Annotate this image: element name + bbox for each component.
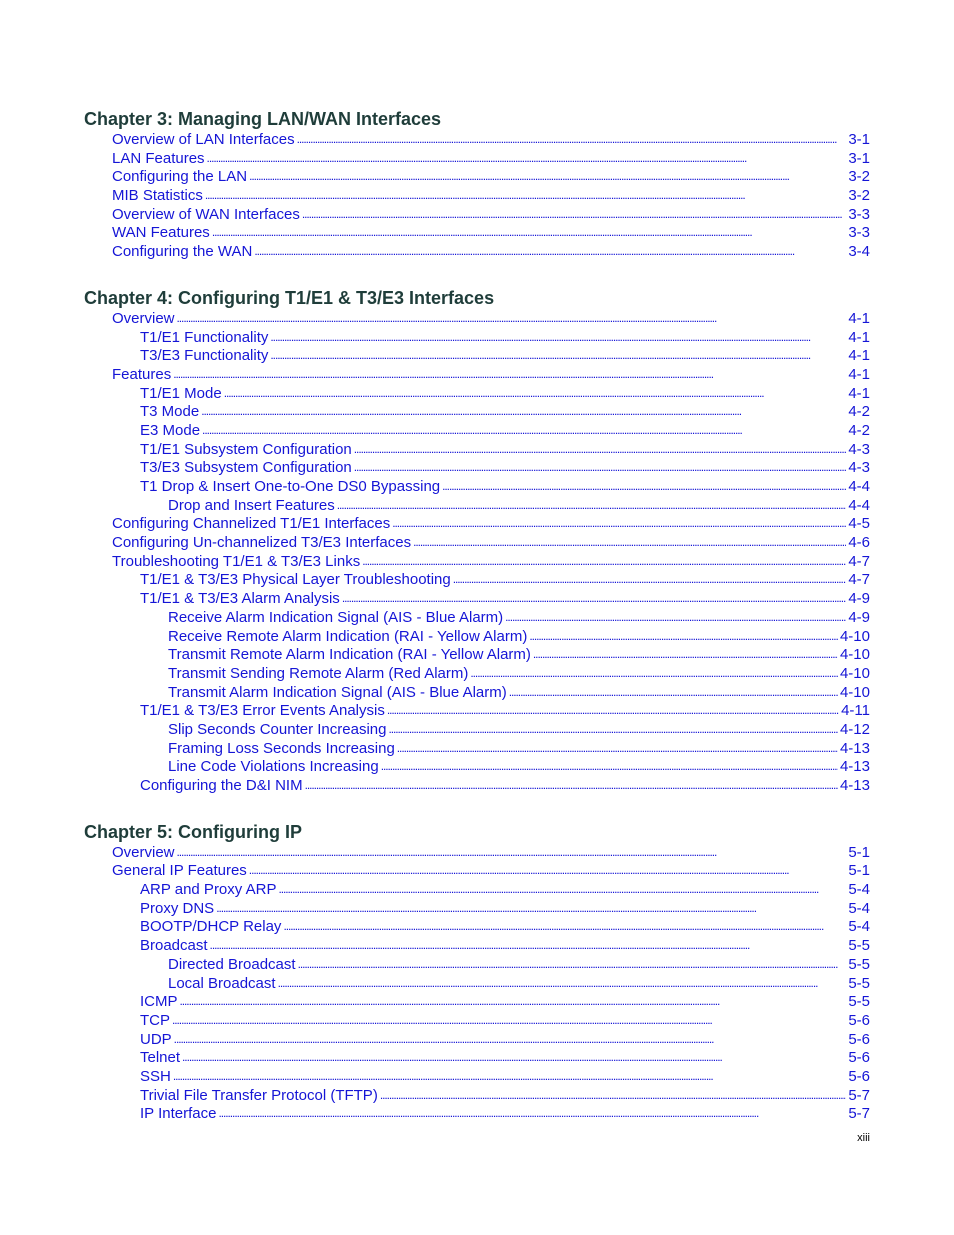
toc-entry-page[interactable]: 3-3 (848, 224, 870, 242)
chapter-title: Chapter 5: Configuring IP (84, 821, 302, 842)
dot-leader (380, 1086, 847, 1105)
toc-entry-page[interactable]: 3-2 (848, 187, 870, 205)
toc-entry[interactable] (140, 478, 870, 497)
dot-leader (249, 167, 846, 186)
toc-entry[interactable] (140, 900, 870, 919)
toc-entry[interactable] (140, 590, 870, 609)
dot-leader (180, 992, 847, 1011)
toc-entry[interactable] (140, 881, 870, 900)
toc-entry[interactable] (168, 721, 870, 740)
toc-entry-label[interactable]: ARP and Proxy ARP (140, 881, 277, 899)
dot-leader (172, 1011, 846, 1030)
toc-entry-label[interactable]: Slip Seconds Counter Increasing (168, 720, 387, 738)
dot-leader (174, 1030, 847, 1049)
toc-entry[interactable] (140, 702, 870, 721)
toc-entry-label[interactable]: LAN Features (112, 149, 205, 167)
toc-entry-label[interactable]: Overview of LAN Interfaces (112, 131, 295, 148)
dot-leader (337, 496, 847, 515)
chapter-section (84, 286, 870, 796)
dot-leader (254, 242, 846, 261)
dot-leader (205, 186, 846, 205)
dot-leader (218, 1104, 846, 1123)
dot-leader (270, 328, 846, 347)
dot-leader (182, 1048, 846, 1067)
dot-leader (302, 205, 846, 224)
toc-entry-label[interactable]: Transmit Sending Remote Alarm (Red Alarm) (168, 664, 469, 682)
toc-entry-page[interactable]: 5-4 (848, 918, 870, 936)
toc-entry[interactable] (168, 609, 870, 628)
toc-entry-page[interactable]: 4-13 (839, 777, 870, 794)
dot-leader (283, 917, 846, 936)
toc-entry[interactable] (168, 497, 870, 516)
toc-entry-label[interactable]: Troubleshooting T1/E1 & T3/E3 Links (112, 552, 361, 570)
toc-entry-label[interactable]: T1/E1 Functionality (140, 328, 269, 346)
toc-entry-label[interactable]: Overview of WAN Interfaces (112, 205, 300, 223)
dot-leader (297, 130, 847, 149)
dot-leader (413, 533, 846, 552)
toc-entry-page[interactable]: 5-6 (848, 1049, 870, 1067)
dot-leader (362, 552, 846, 571)
toc-entry-label[interactable]: IP Interface (140, 1105, 217, 1123)
dot-leader (529, 627, 838, 646)
toc-entry[interactable] (168, 758, 870, 777)
toc-entry[interactable] (168, 740, 870, 759)
toc-entry-label[interactable]: T1/E1 & T3/E3 Physical Layer Troubleshooting (140, 571, 451, 589)
dot-leader (342, 589, 847, 608)
toc-entry-label[interactable]: Receive Remote Alarm Indication (RAI - Yellow Alarm) (168, 627, 528, 645)
toc-entry[interactable] (112, 187, 870, 206)
toc-entry[interactable] (140, 571, 870, 590)
toc-entry-page[interactable]: 3-3 (848, 205, 870, 223)
dot-leader (533, 645, 838, 664)
toc-entry-page[interactable]: 4-1 (848, 384, 870, 402)
toc-entry-label[interactable]: MIB Statistics (112, 187, 203, 205)
toc-entry[interactable] (112, 366, 870, 385)
dot-leader (216, 899, 846, 918)
toc-entry[interactable] (140, 1087, 870, 1106)
toc-entry-page[interactable]: 4-1 (848, 347, 870, 365)
toc-entry-page[interactable]: 4-6 (848, 534, 870, 552)
toc-entry-label[interactable]: T3/E3 Functionality (140, 347, 269, 365)
chapter-title: Chapter 3: Managing LAN/WAN Interfaces (84, 109, 442, 129)
dot-leader (249, 861, 847, 880)
toc-entry[interactable] (112, 862, 870, 881)
toc-entry[interactable] (112, 844, 870, 863)
dot-leader (381, 757, 838, 776)
dot-leader (509, 683, 838, 702)
dot-leader (207, 149, 847, 168)
toc-entry-page[interactable]: 4-2 (848, 403, 870, 421)
chapter-section (84, 820, 870, 1124)
toc-entry-page[interactable]: 4-4 (848, 496, 870, 514)
toc-entry-page[interactable]: 3-2 (848, 168, 870, 186)
toc-entry[interactable] (112, 243, 870, 262)
toc-entry-page[interactable]: 4-10 (839, 646, 870, 664)
toc-entry-label[interactable]: T1/E1 & T3/E3 Alarm Analysis (140, 590, 340, 608)
toc-entry-label[interactable]: Line Code Violations Increasing (168, 758, 379, 776)
toc-entry-page[interactable]: 5-5 (848, 974, 870, 992)
toc-entry[interactable] (140, 937, 870, 956)
toc-entry[interactable] (140, 777, 870, 796)
toc-entry-page[interactable]: 4-1 (848, 309, 870, 327)
toc-entry-page[interactable]: 3-1 (848, 149, 870, 167)
toc-entry-label[interactable]: General IP Features (112, 862, 247, 880)
toc-entry-label[interactable]: Overview (112, 843, 175, 861)
toc-entry[interactable] (140, 1049, 870, 1068)
toc-entry-page[interactable]: 4-12 (839, 720, 870, 738)
dot-leader (505, 608, 846, 627)
toc-entry-page[interactable]: 4-5 (848, 515, 870, 533)
toc-entry-label[interactable]: T1/E1 Subsystem Configuration (140, 440, 352, 458)
toc-entry-label[interactable]: Features (112, 365, 172, 383)
toc-entry-label[interactable]: Overview (112, 309, 175, 327)
dot-leader (354, 440, 847, 459)
toc-entry[interactable] (112, 553, 870, 572)
toc-entry-page[interactable]: 4-4 (848, 478, 870, 495)
dot-leader (397, 739, 838, 758)
toc-entry-label[interactable]: T1/E1 & T3/E3 Error Events Analysis (140, 702, 385, 720)
toc-entry-label[interactable]: T1 Drop & Insert One-to-One DS0 Bypassing (140, 478, 441, 495)
toc-entry-page[interactable]: 4-3 (848, 440, 870, 458)
toc-entry[interactable] (168, 665, 870, 684)
toc-entry-label[interactable]: Transmit Alarm Indication Signal (AIS - Blue Alarm) (168, 683, 507, 701)
page-number: xiii (857, 1132, 870, 1144)
toc-entry[interactable] (140, 422, 870, 441)
dot-leader (298, 955, 847, 974)
toc-entry-label[interactable]: Broadcast (140, 937, 208, 955)
toc-entry-label[interactable]: Proxy DNS (140, 899, 215, 917)
toc-entry[interactable] (112, 534, 870, 553)
toc-entry-label[interactable]: UDP (140, 1030, 172, 1048)
toc-entry-page[interactable]: 4-10 (839, 683, 870, 701)
toc-entry[interactable] (140, 385, 870, 404)
toc-entry[interactable] (140, 1031, 870, 1050)
toc-entry-label[interactable]: ICMP (140, 993, 178, 1011)
toc-entry-page[interactable]: 5-1 (848, 843, 870, 861)
toc-entry-page[interactable]: 4-1 (848, 365, 870, 383)
table-of-contents (84, 107, 870, 1148)
toc-entry[interactable] (140, 441, 870, 460)
toc-entry[interactable] (140, 329, 870, 348)
toc-entry-page[interactable]: 5-6 (848, 1011, 870, 1029)
toc-entry-page[interactable]: 4-9 (848, 590, 870, 608)
dot-leader (270, 346, 846, 365)
toc-entry[interactable] (112, 150, 870, 169)
toc-entry-label[interactable]: Transmit Remote Alarm Indication (RAI - Yellow Alarm) (168, 646, 531, 664)
dot-leader (354, 458, 847, 477)
toc-entry-page[interactable]: 4-7 (848, 552, 870, 570)
toc-entry[interactable] (140, 1068, 870, 1087)
toc-entry[interactable] (140, 403, 870, 422)
toc-entry-page[interactable]: 5-7 (848, 1105, 870, 1123)
dot-leader (177, 843, 847, 862)
toc-entry[interactable] (112, 131, 870, 150)
toc-entry[interactable] (140, 347, 870, 366)
dot-leader (173, 1067, 846, 1086)
toc-entry[interactable] (140, 1105, 870, 1124)
dot-leader (453, 570, 847, 589)
toc-entry-page[interactable]: 4-10 (839, 627, 870, 645)
toc-entry-page[interactable]: 4-9 (848, 608, 870, 626)
toc-entry[interactable] (168, 628, 870, 647)
dot-leader (202, 421, 846, 440)
dot-leader (470, 664, 838, 683)
toc-entry[interactable] (168, 646, 870, 665)
dot-leader (442, 477, 846, 496)
toc-entry-label[interactable]: Framing Loss Seconds Increasing (168, 739, 395, 757)
toc-entry[interactable] (168, 684, 870, 703)
toc-entry[interactable] (140, 459, 870, 478)
toc-entry-label[interactable]: Configuring Un-channelized T3/E3 Interfaces (112, 534, 412, 552)
toc-entry-label[interactable]: T3 Mode (140, 403, 200, 421)
toc-entry-page[interactable]: 4-10 (839, 664, 870, 682)
chapter-title: Chapter 4: Configuring T1/E1 & T3/E3 Interfaces (84, 287, 495, 308)
toc-entry-label[interactable]: Configuring the D&I NIM (140, 777, 303, 794)
toc-entry-page[interactable]: 4-3 (848, 459, 870, 477)
dot-leader (388, 720, 838, 739)
toc-entry-page[interactable]: 5-1 (848, 862, 870, 880)
toc-entry-label[interactable]: Configuring Channelized T1/E1 Interfaces (112, 515, 391, 533)
dot-leader (177, 309, 847, 328)
toc-entry-page[interactable]: 4-7 (848, 571, 870, 589)
toc-entry-label[interactable]: Trivial File Transfer Protocol (TFTP) (140, 1086, 378, 1104)
toc-entry-page[interactable]: 4-13 (839, 758, 870, 776)
dot-leader (387, 701, 839, 720)
toc-entry-page[interactable]: 5-7 (848, 1086, 870, 1104)
dot-leader (201, 402, 846, 421)
toc-entry-page[interactable]: 3-4 (848, 243, 870, 261)
toc-entry-page[interactable]: 3-1 (848, 131, 870, 148)
dot-leader (392, 514, 846, 533)
toc-entry[interactable] (168, 975, 870, 994)
toc-entry[interactable] (140, 918, 870, 937)
dot-leader (224, 384, 847, 403)
toc-entry-page[interactable]: 5-6 (848, 1030, 870, 1048)
toc-entry-label[interactable]: WAN Features (112, 224, 210, 242)
toc-entry[interactable] (140, 993, 870, 1012)
toc-entry-page[interactable]: 5-4 (848, 899, 870, 917)
toc-entry-page[interactable]: 5-5 (848, 993, 870, 1011)
toc-entry-page[interactable]: 5-6 (848, 1067, 870, 1085)
toc-entry-label[interactable]: TCP (140, 1011, 170, 1029)
dot-leader (210, 936, 847, 955)
toc-entry[interactable] (140, 1012, 870, 1031)
toc-entry-label[interactable]: E3 Mode (140, 421, 201, 439)
toc-entry[interactable] (112, 310, 870, 329)
toc-entry-label[interactable]: Local Broadcast (168, 974, 276, 992)
toc-entry-label[interactable]: T3/E3 Subsystem Configuration (140, 459, 352, 477)
toc-entry[interactable] (112, 168, 870, 187)
toc-entry-page[interactable]: 4-1 (848, 328, 870, 346)
toc-entry-label[interactable]: Telnet (140, 1049, 181, 1067)
toc-entry-label[interactable]: Receive Alarm Indication Signal (AIS - Blue Alarm) (168, 608, 504, 626)
toc-entry-label[interactable]: BOOTP/DHCP Relay (140, 918, 282, 936)
toc-entry-label[interactable]: Directed Broadcast (168, 955, 296, 973)
toc-entry-page[interactable]: 5-4 (848, 881, 870, 899)
toc-entry-label[interactable]: SSH (140, 1067, 171, 1085)
toc-entry-label[interactable]: Drop and Insert Features (168, 496, 335, 514)
dot-leader (173, 365, 846, 384)
toc-entry[interactable] (112, 515, 870, 534)
dot-leader (212, 223, 847, 242)
toc-entry-label[interactable]: Configuring the LAN (112, 168, 248, 186)
toc-entry[interactable] (112, 224, 870, 243)
dot-leader (278, 974, 847, 993)
toc-entry[interactable] (112, 206, 870, 225)
toc-entry-page[interactable]: 4-11 (841, 702, 870, 720)
toc-entry-page[interactable]: 4-13 (839, 739, 870, 757)
toc-entry-page[interactable]: 5-5 (848, 937, 870, 955)
toc-entry-page[interactable]: 4-2 (848, 421, 870, 439)
toc-entry-page[interactable]: 5-5 (848, 955, 870, 973)
chapter-section (84, 107, 870, 262)
toc-entry-label[interactable]: Configuring the WAN (112, 243, 253, 261)
toc-entry-label[interactable]: T1/E1 Mode (140, 384, 222, 402)
toc-entry[interactable] (168, 956, 870, 975)
dot-leader (278, 880, 846, 899)
dot-leader (305, 776, 838, 795)
